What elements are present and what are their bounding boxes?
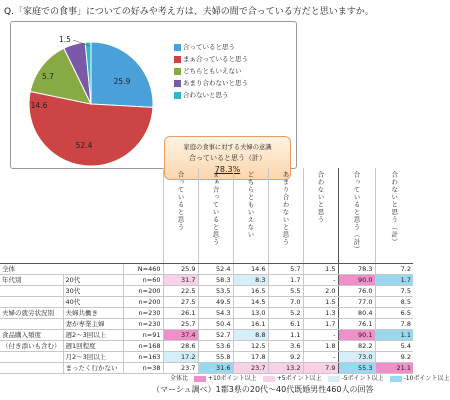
table-cell: 52.7 (198, 330, 233, 341)
row-sub-label: 週1回程度 (63, 341, 123, 352)
table-cell: 7.9 (303, 363, 338, 374)
column-header (303, 168, 338, 264)
column-header-label: 合っていると思う (176, 171, 185, 231)
table-cell: 1.1 (375, 330, 413, 341)
table-cell: 49.5 (198, 297, 233, 308)
column-header-label: あまり合わないと思う (281, 171, 290, 246)
table-cell: 50.4 (198, 319, 233, 330)
highlight-legend (170, 373, 449, 382)
callout-title: 家庭の食事に対する夫婦の意識 (183, 144, 272, 151)
table-cell: 8.5 (375, 297, 413, 308)
pie-value-label-3: 14.6 (30, 101, 48, 110)
table-cell: 80.4 (338, 308, 375, 319)
row-group-label (0, 352, 63, 363)
table-cell: 1.7 (375, 275, 413, 286)
column-header (163, 168, 198, 264)
legend-swatch (194, 376, 206, 382)
row-sample-size: n=200 (123, 297, 163, 308)
table-row (0, 341, 413, 352)
row-sample-size: n=230 (123, 319, 163, 330)
table-cell: 16.5 (233, 286, 268, 297)
results-table (0, 168, 413, 374)
row-sample-size: n=163 (123, 352, 163, 363)
pie-value-label-2: 52.4 (75, 141, 93, 150)
table-cell: 23.7 (163, 363, 198, 374)
table-cell: 26.1 (163, 308, 198, 319)
pie-chart-panel (10, 21, 297, 174)
row-group-label: （付き添いも含む） (0, 341, 63, 352)
table-cell: 76.1 (338, 319, 375, 330)
table-cell: 53.6 (198, 341, 233, 352)
row-sample-size: N=460 (123, 264, 163, 275)
legend-title: 全体比 (170, 375, 189, 382)
table-row (0, 330, 413, 341)
table-cell: 58.3 (198, 275, 233, 286)
row-sub-label: 週2〜3回以上 (63, 330, 123, 341)
row-sample-size: n=91 (123, 330, 163, 341)
legend-swatch (263, 376, 275, 382)
row-group-label (0, 297, 63, 308)
table-cell: 22.5 (163, 286, 198, 297)
table-cell: 17.2 (163, 352, 198, 363)
legend-swatch (174, 80, 181, 87)
table-cell: 54.3 (198, 308, 233, 319)
row-sub-label: 40代 (63, 297, 123, 308)
table-cell: 27.5 (163, 297, 198, 308)
table-cell: 90.0 (338, 275, 375, 286)
pie-value-label-4: 5.7 (42, 72, 54, 81)
legend-swatch (390, 376, 402, 382)
table-cell: 21.1 (375, 363, 413, 374)
table-cell: 53.5 (198, 286, 233, 297)
column-header (375, 168, 413, 264)
row-group-label: 食品購入頻度 (0, 330, 63, 341)
table-cell: 90.1 (338, 330, 375, 341)
table-row (0, 275, 413, 286)
table-row (0, 286, 413, 297)
header-blank (0, 168, 163, 264)
column-header-label: まぁ合っていると思う (211, 171, 220, 246)
column-header-label: 合っていると思う（計） (352, 171, 361, 254)
table-cell: 1.3 (303, 308, 338, 319)
table-cell: 7.0 (268, 297, 303, 308)
row-group-label (0, 286, 63, 297)
table-cell: 25.9 (163, 264, 198, 275)
row-sample-size: n=60 (123, 275, 163, 286)
table-cell: 28.6 (163, 341, 198, 352)
legend-swatch (174, 92, 181, 99)
row-sub-label: 30代 (63, 286, 123, 297)
legend-label: どちらともいえない (183, 67, 242, 75)
row-sample-size: n=168 (123, 341, 163, 352)
table-cell: 82.2 (338, 341, 375, 352)
table-cell: 5.7 (268, 264, 303, 275)
legend-label: 合っていると思う (183, 43, 235, 51)
table-row (0, 264, 413, 275)
row-sub-label: 夫婦共働き (63, 308, 123, 319)
table-cell: 31.6 (198, 363, 233, 374)
table-cell: 16.1 (233, 319, 268, 330)
table-cell: 7.5 (375, 286, 413, 297)
pie-legend-item (174, 42, 235, 52)
table-cell: 23.7 (233, 363, 268, 374)
table-row (0, 297, 413, 308)
table-cell: 1.1 (268, 330, 303, 341)
row-sub-label: 20代 (63, 275, 123, 286)
table-cell: 6.5 (375, 308, 413, 319)
table-cell: 52.4 (198, 264, 233, 275)
question-text: Q.「家庭での食事」についての好みや考え方は、夫婦の間で合っている方だと思いますか。 (4, 7, 374, 17)
table-cell: 1.5 (303, 297, 338, 308)
table-cell: 78.3 (338, 264, 375, 275)
table-cell: 7.2 (375, 264, 413, 275)
row-sample-size: n=230 (123, 308, 163, 319)
table-cell: 1.5 (303, 264, 338, 275)
table-cell: 17.8 (233, 352, 268, 363)
row-sample-size: n=38 (123, 363, 163, 374)
pie-value-label-5: 1.5 (59, 35, 71, 44)
row-sub-label: 妻が専業主婦 (63, 319, 123, 330)
legend-label: +10ポイント以上 (208, 375, 257, 382)
table-cell: 14.6 (233, 264, 268, 275)
legend-label: まぁ合っていると思う (183, 55, 248, 63)
table-cell: 1.7 (303, 319, 338, 330)
table-cell: 1.7 (268, 275, 303, 286)
column-header-label: 合わないと思う（計） (390, 171, 399, 246)
pie-legend-item (174, 66, 242, 76)
table-cell: 1.8 (303, 341, 338, 352)
column-header (338, 168, 375, 264)
table-cell: 7.8 (375, 319, 413, 330)
table-cell: 3.6 (268, 341, 303, 352)
table-cell: 13.0 (233, 308, 268, 319)
table-cell: 37.4 (163, 330, 198, 341)
table-cell: 13.2 (268, 363, 303, 374)
table-cell: 9.2 (268, 352, 303, 363)
table-cell: 5.5 (268, 286, 303, 297)
pie-slice-1 (91, 42, 153, 107)
table-row (0, 308, 413, 319)
legend-swatch (174, 44, 181, 51)
row-group-label (0, 319, 63, 330)
row-sub-label: 月2〜3回以上 (63, 352, 123, 363)
table-cell: 77.0 (338, 297, 375, 308)
column-header (198, 168, 233, 264)
table-cell: - (303, 275, 338, 286)
row-group-label: 夫婦の就労状況別 (0, 308, 63, 319)
table-cell: - (303, 352, 338, 363)
table-cell: 8.3 (233, 275, 268, 286)
column-header (268, 168, 303, 264)
legend-label: -10ポイント以上 (403, 375, 450, 382)
table-cell: 73.0 (338, 352, 375, 363)
row-group-label: 全体 (0, 264, 123, 275)
pie-value-label-1: 25.9 (113, 77, 131, 86)
pie-legend-item (174, 78, 248, 88)
callout-value: 78.3% (214, 165, 241, 174)
table-cell: 6.1 (268, 319, 303, 330)
legend-label: あまり合わないと思う (183, 79, 248, 87)
column-header-label: 合わないと思う (316, 171, 325, 224)
table-cell: 25.7 (163, 319, 198, 330)
legend-label: 合わないと思う (183, 91, 229, 99)
table-row (0, 363, 413, 374)
row-group-label: 年代別 (0, 275, 63, 286)
table-header-row (0, 168, 413, 264)
table-cell: 55.8 (198, 352, 233, 363)
table-cell: 8.8 (233, 330, 268, 341)
table-cell: 55.3 (338, 363, 375, 374)
column-header (233, 168, 268, 264)
table-row (0, 352, 413, 363)
legend-label: +5ポイント以上 (276, 375, 322, 382)
table-cell: 5.4 (375, 341, 413, 352)
legend-swatch (174, 56, 181, 63)
table-cell: 31.7 (163, 275, 198, 286)
legend-swatch (328, 376, 340, 382)
table-cell: 5.2 (268, 308, 303, 319)
legend-swatch (174, 68, 181, 75)
table-cell: 9.2 (375, 352, 413, 363)
table-cell: 12.5 (233, 341, 268, 352)
source-note: （マーシュ調べ）1都3県の20代〜40代既婚男性460人の回答 (152, 385, 374, 394)
column-header-label: どちらともいえない (246, 171, 255, 239)
row-sample-size: n=200 (123, 286, 163, 297)
table-row (0, 319, 413, 330)
table-cell: 14.5 (233, 297, 268, 308)
row-sub-label: まったく行かない (63, 363, 123, 374)
legend-label: -5ポイント以上 (341, 375, 384, 382)
pie-legend-item (174, 54, 248, 64)
callout-label: 合っていると思う（計） (189, 154, 266, 162)
table-cell: - (303, 330, 338, 341)
table-cell: 2.0 (303, 286, 338, 297)
row-group-label (0, 363, 63, 374)
pie-legend-item (174, 90, 229, 100)
table-cell: 76.0 (338, 286, 375, 297)
